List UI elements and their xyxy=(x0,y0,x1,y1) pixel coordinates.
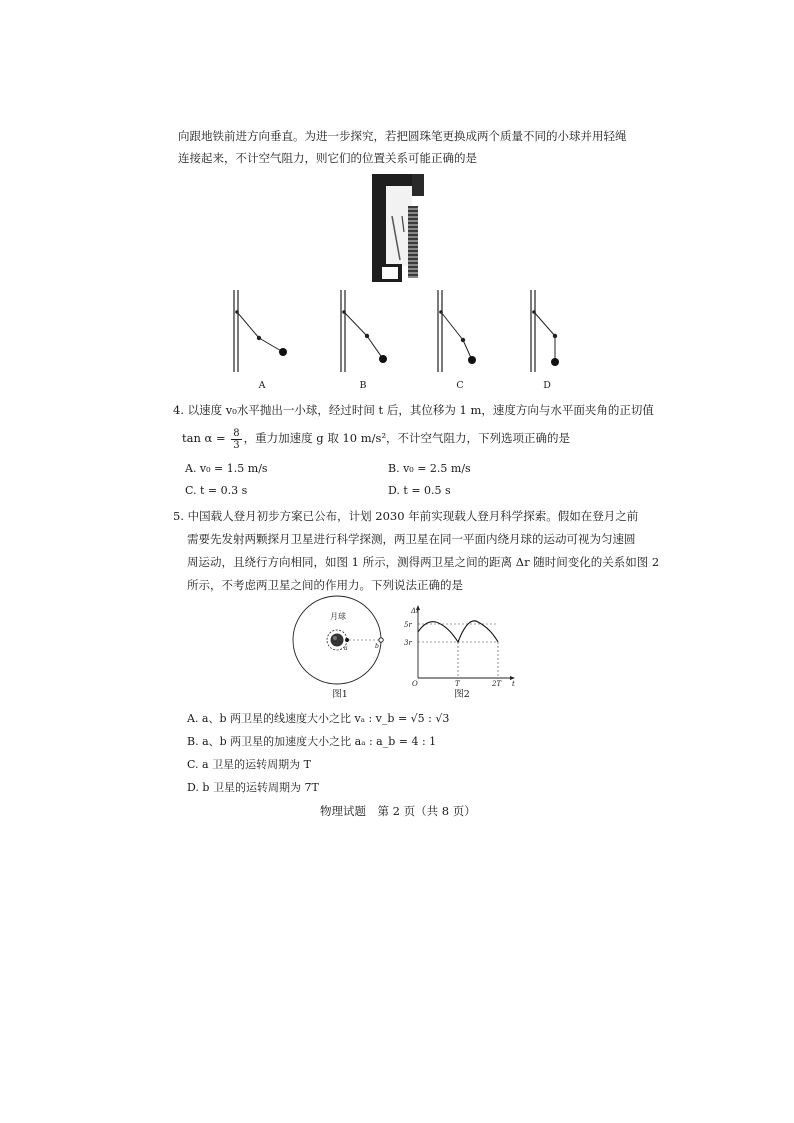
q5-fig1-b-label: b xyxy=(375,643,379,650)
q5-fig1-caption: 图1 xyxy=(332,689,348,700)
q5-fig2-x-tick-2t: 2T xyxy=(492,680,502,688)
q3-option-b-diagram xyxy=(335,290,405,375)
subway-pen-photo xyxy=(368,172,428,284)
q5-fig2-y-tick-5r: 5r xyxy=(404,621,412,629)
q5-option-b: B. a、b 两卫星的加速度大小之比 aₐ : a_b = 4 : 1 xyxy=(187,735,437,748)
q3-option-b-label: B xyxy=(359,380,367,391)
q3-option-c-diagram xyxy=(432,290,502,375)
q4-option-b: B. v₀ = 2.5 m/s xyxy=(388,462,471,475)
q4-option-d: D. t = 0.5 s xyxy=(388,484,451,497)
q5-figure2-graph xyxy=(402,602,520,686)
page-footer: 物理试题 第 2 页（共 8 页） xyxy=(320,804,476,818)
q4-fraction xyxy=(231,428,241,451)
q5-fig1-a-label: a xyxy=(344,645,348,652)
q3-option-c-label: C xyxy=(456,380,464,391)
q3-option-a-diagram xyxy=(228,290,298,375)
q3-option-a-label: A xyxy=(258,380,266,391)
q4-text-line2-rest: ，重力加速度 g 取 10 m/s²，不计空气阻力，下列选项正确的是 xyxy=(243,431,571,445)
q4-option-a: A. v₀ = 1.5 m/s xyxy=(185,462,268,475)
q5-text-line3: 周运动，且绕行方向相同，如图 1 所示，测得两卫星之间的距离 Δr 随时间变化的关系如图 2 xyxy=(187,555,660,569)
q4-frac-num: 8 xyxy=(233,427,240,439)
q5-text-line2: 需要先发射两颗探月卫星进行科学探测，两卫星在同一平面内绕月球的运动可视为匀速圆 xyxy=(187,532,636,546)
q4-frac-den: 3 xyxy=(233,439,240,451)
q5-fig1-moon-label: 月球 xyxy=(330,612,346,621)
q3-option-d-label: D xyxy=(543,380,551,391)
q3-text-line2: 连接起来，不计空气阻力，则它们的位置关系可能正确的是 xyxy=(178,151,477,165)
q5-text-line4: 所示，不考虑两卫星之间的作用力。下列说法正确的是 xyxy=(187,578,463,592)
q5-fig2-x-tick-origin: O xyxy=(412,680,418,688)
q5-option-d: D. b 卫星的运转周期为 7T xyxy=(187,781,319,794)
q5-fig2-y-label: Δr xyxy=(411,607,420,615)
q4-tan-label: tan α = xyxy=(182,431,230,445)
q5-option-a: A. a、b 两卫星的线速度大小之比 vₐ : v_b = √5 : √3 xyxy=(187,712,450,725)
q5-fig2-x-tick-t: T xyxy=(455,680,460,688)
q5-fig2-caption: 图2 xyxy=(454,689,470,700)
q3-option-d-diagram xyxy=(525,290,595,375)
q5-fig2-x-label: t xyxy=(512,680,515,688)
q4-option-c: C. t = 0.3 s xyxy=(185,484,248,497)
q5-figure1-orbits xyxy=(290,598,390,698)
q5-option-c: C. a 卫星的运转周期为 T xyxy=(187,758,311,771)
q4-text-line1: 4. 以速度 v₀水平抛出一小球，经过时间 t 后，其位移为 1 m，速度方向与水平面夹角的正切值 xyxy=(173,403,654,417)
q5-text-line1: 5. 中国载人登月初步方案已公布，计划 2030 年前实现载人登月科学探索。假如在登月之前 xyxy=(173,509,639,523)
q3-text-line1: 向跟地铁前进方向垂直。为进一步探究，若把圆珠笔更换成两个质量不同的小球并用轻绳 xyxy=(178,129,627,143)
q4-text-line2 xyxy=(182,426,570,450)
q5-fig2-y-tick-3r: 3r xyxy=(404,639,412,647)
